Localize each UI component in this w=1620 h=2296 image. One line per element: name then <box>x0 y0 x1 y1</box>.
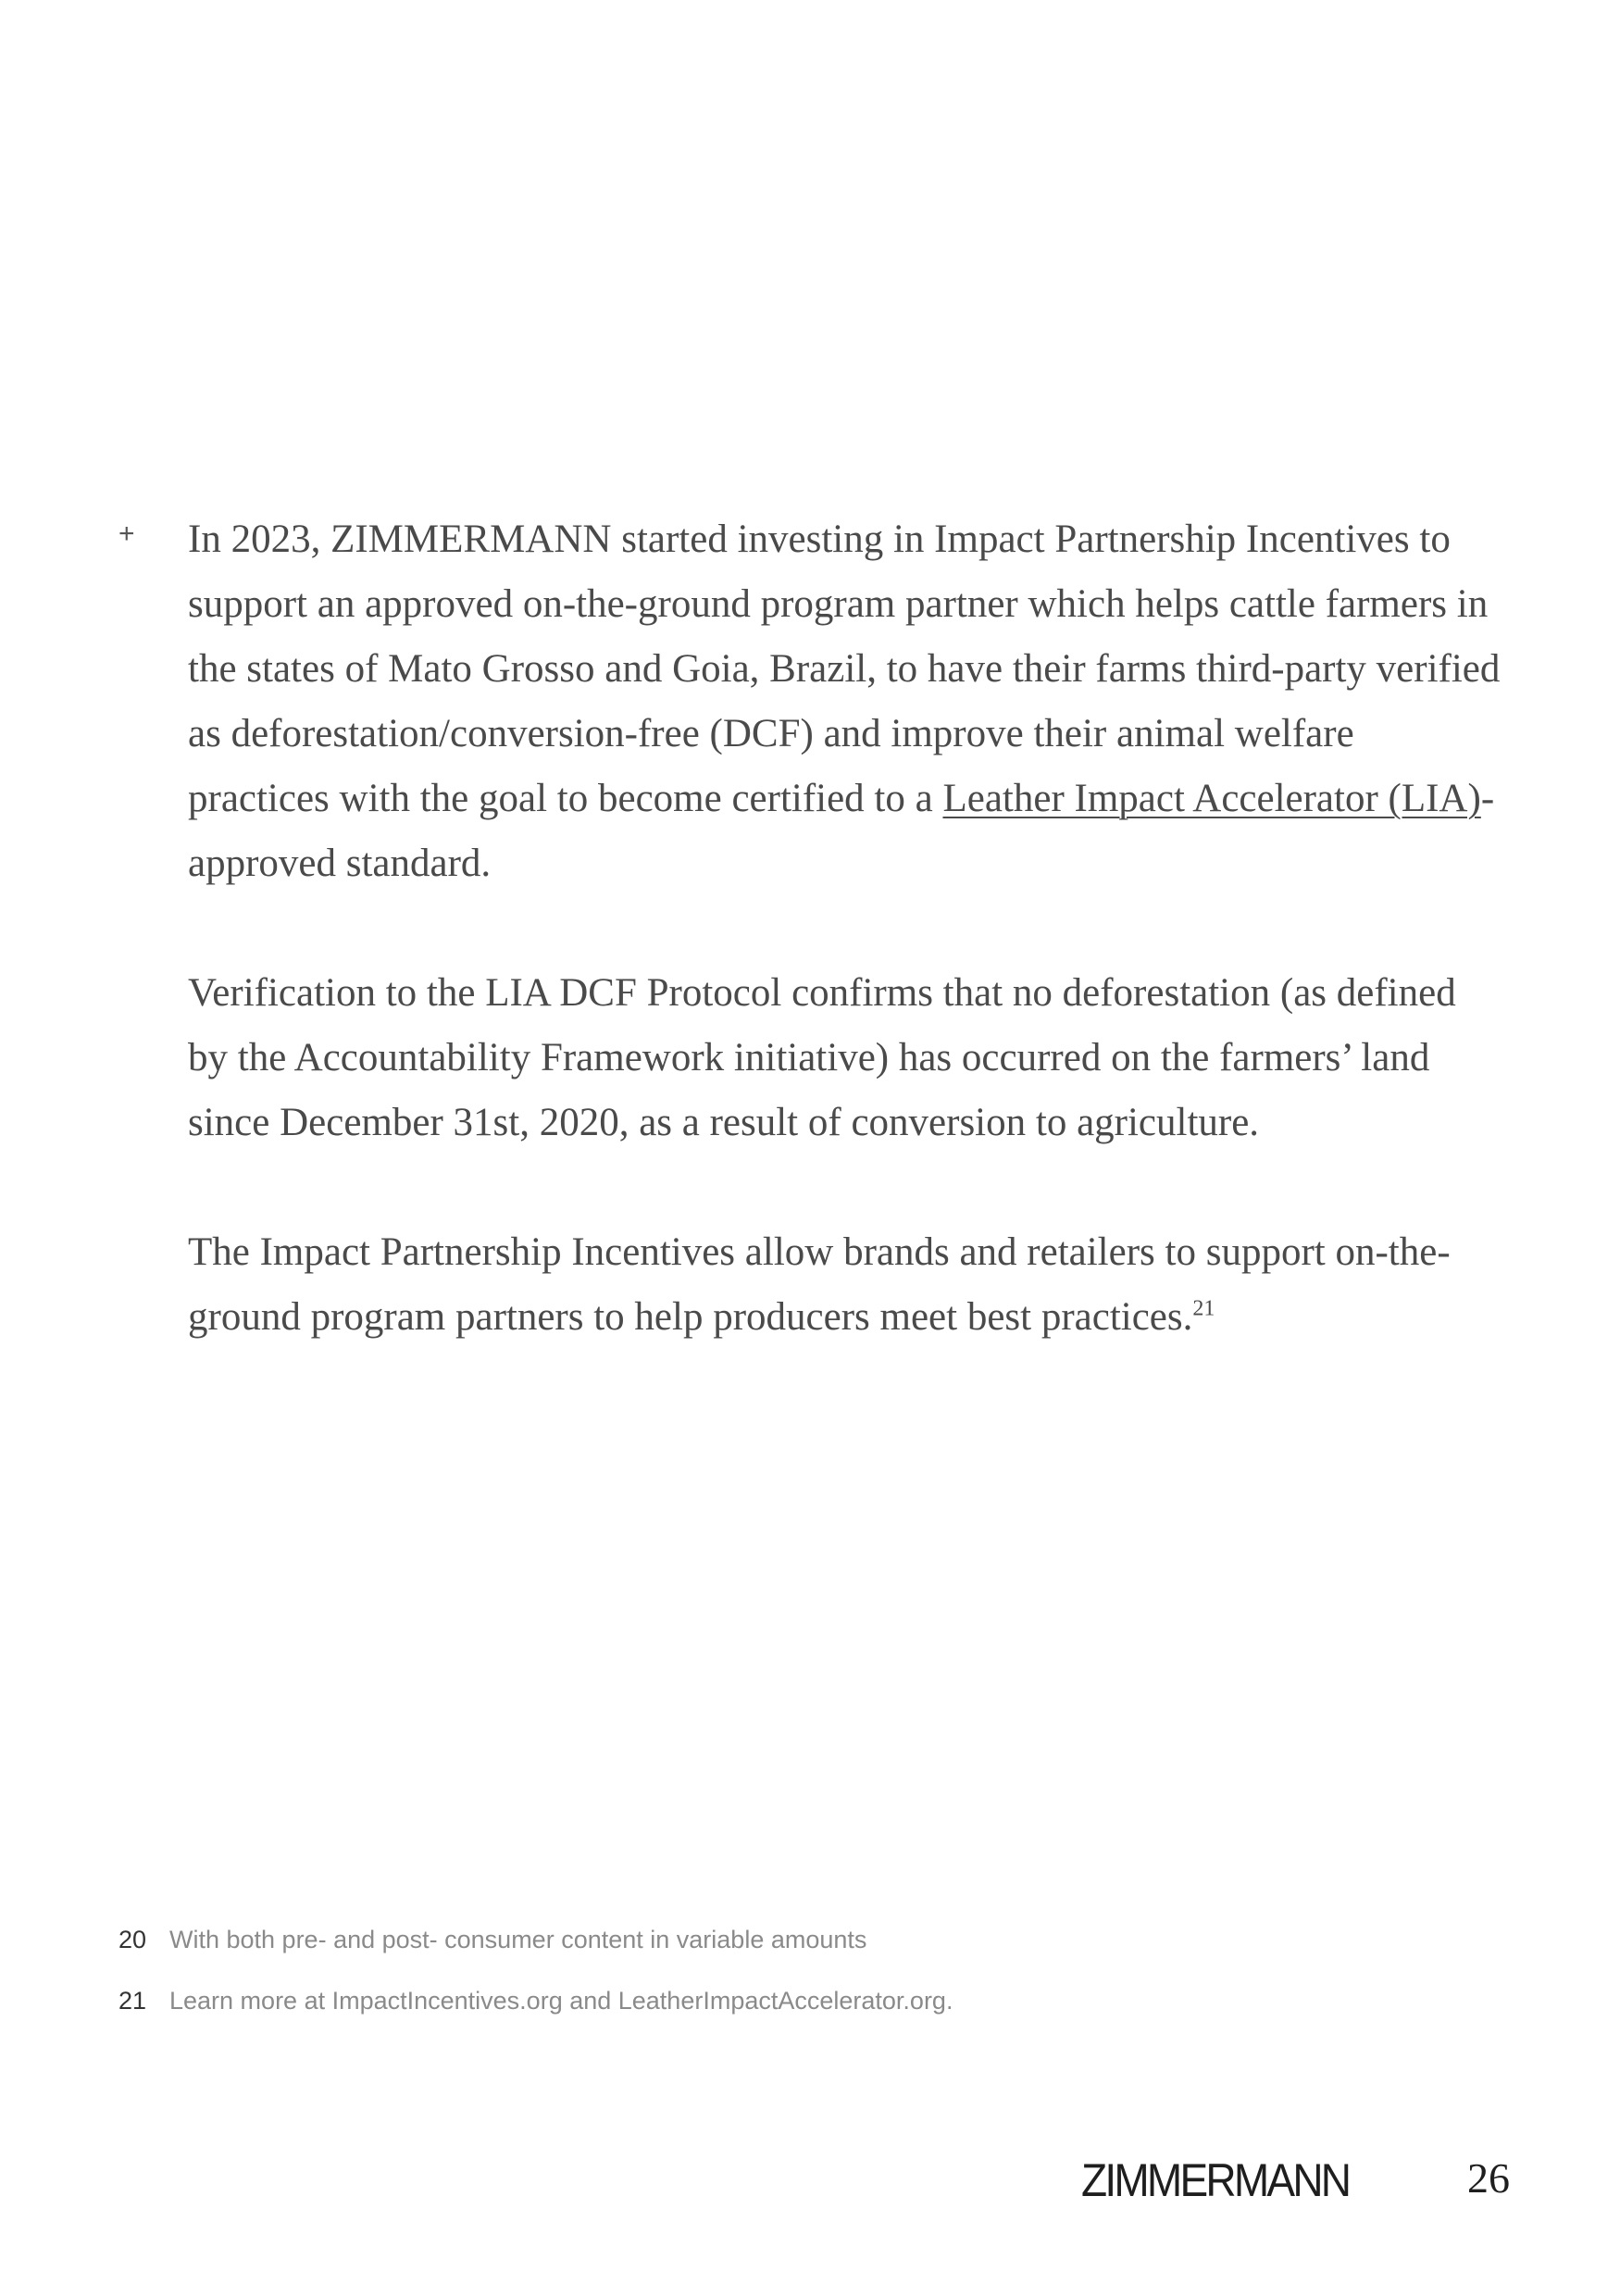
paragraph-1-text-end: -approved standard. <box>188 777 1495 885</box>
footnote-text: With both pre- and post- consumer content in variable amounts <box>169 1926 867 1953</box>
brand-logo: ZIMMERMANN <box>1081 2154 1350 2206</box>
footnote-20 <box>118 1926 1322 1987</box>
paragraph-3-text: The Impact Partnership Incentives allow brands and retailers to support on-the-ground program partners to help producers meet best practices. <box>188 1230 1451 1339</box>
footnote-21 <box>118 1987 1322 2048</box>
footnote-ref-21[interactable]: 21 <box>1192 1296 1215 1321</box>
footnote-text: Learn more at ImpactIncentives.org and LeatherImpactAccelerator.org. <box>169 1987 953 2015</box>
paragraph-3 <box>188 1220 1502 1350</box>
lia-link[interactable]: Leather Impact Accelerator (LIA) <box>942 777 1481 820</box>
body-text <box>188 507 1502 1415</box>
paragraph-2: Verification to the LIA DCF Protocol confirms that no deforestation (as defined by the Accountability Framework initiative) has occurred on the farmers’ land since December 31st, 2020, as a result of conversion to agriculture. <box>188 971 1456 1144</box>
paragraph-1 <box>188 507 1502 896</box>
bullet-plus: + <box>118 518 135 549</box>
paragraph-1-text: In 2023, ZIMMERMANN started investing in Impact Partnership Incentives to support an approved on-the-ground program partner which helps cattle farmers in the states of Mato Grosso and Goia, Brazil, to have their farms third-party verified as deforestation/conversion-free (DCF) and improve their animal welfare practices with the goal to become certified to a <box>188 518 1501 820</box>
page-number: 26 <box>1467 2154 1510 2202</box>
footnote-number: 20 <box>118 1926 147 1953</box>
footnotes <box>118 1926 1322 2048</box>
footnote-number: 21 <box>118 1987 147 2015</box>
